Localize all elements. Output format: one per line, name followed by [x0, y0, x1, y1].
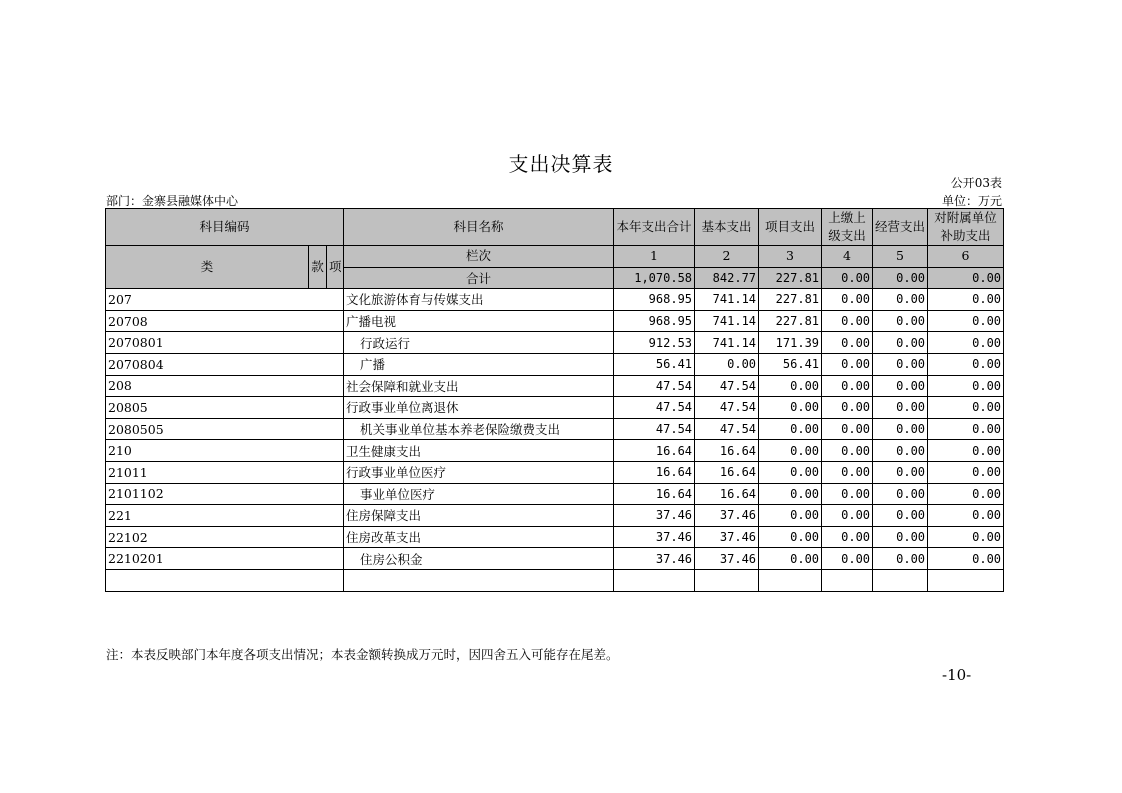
row-code: 2070804: [106, 353, 344, 375]
row-value: 0.00: [873, 310, 928, 332]
table-row: [106, 418, 1004, 440]
row-value: 0.00: [822, 505, 873, 527]
header-business: 经营支出: [873, 209, 928, 246]
row-value: 0.00: [822, 461, 873, 483]
row-value: 0.00: [822, 332, 873, 354]
row-value: 0.00: [928, 375, 1004, 397]
header-name: 科目名称: [344, 209, 614, 246]
col-num-3: 3: [759, 246, 822, 268]
row-code: 20708: [106, 310, 344, 332]
row-value: 0.00: [759, 548, 822, 570]
header-upper: 上缴上级支出: [822, 209, 873, 246]
row-value: 0.00: [928, 418, 1004, 440]
row-value: 0.00: [928, 310, 1004, 332]
row-value: 37.46: [614, 526, 695, 548]
row-value: 0.00: [759, 526, 822, 548]
row-value: 0.00: [759, 375, 822, 397]
table-body: [106, 289, 1004, 570]
table-id: 公开03表: [950, 176, 1002, 190]
row-code: 2080505: [106, 418, 344, 440]
row-value: 37.46: [695, 505, 759, 527]
row-value: 47.54: [614, 418, 695, 440]
row-value: 741.14: [695, 310, 759, 332]
row-value: 0.00: [759, 418, 822, 440]
header-column-label: 栏次: [344, 246, 614, 268]
row-value: 0.00: [873, 353, 928, 375]
row-code: 210: [106, 440, 344, 462]
row-value: 16.64: [614, 461, 695, 483]
row-value: 47.54: [695, 418, 759, 440]
page-number: -10-: [942, 666, 972, 684]
row-value: 0.00: [822, 310, 873, 332]
table-row: [106, 526, 1004, 548]
row-value: 0.00: [873, 375, 928, 397]
row-value: 56.41: [614, 353, 695, 375]
row-code: 20805: [106, 397, 344, 419]
row-value: 0.00: [759, 505, 822, 527]
row-name: 行政事业单位医疗: [344, 461, 614, 483]
row-value: 968.95: [614, 310, 695, 332]
row-name: 机关事业单位基本养老保险缴费支出: [344, 418, 614, 440]
row-value: 0.00: [928, 505, 1004, 527]
table-row: [106, 548, 1004, 570]
row-name: 广播电视: [344, 310, 614, 332]
row-value: 0.00: [928, 332, 1004, 354]
row-value: 37.46: [695, 548, 759, 570]
row-value: 0.00: [873, 548, 928, 570]
row-value: 47.54: [695, 375, 759, 397]
row-value: 47.54: [614, 375, 695, 397]
row-value: 0.00: [928, 461, 1004, 483]
row-value: 0.00: [873, 289, 928, 311]
row-name: 事业单位医疗: [344, 483, 614, 505]
department-label: 部门：金寨县融媒体中心: [106, 194, 239, 208]
row-value: 16.64: [695, 483, 759, 505]
expenditure-table: [105, 208, 1004, 592]
row-value: 0.00: [822, 353, 873, 375]
row-value: 16.64: [614, 483, 695, 505]
col-num-6: 6: [928, 246, 1004, 268]
row-code: 2101102: [106, 483, 344, 505]
empty-row: [106, 569, 1004, 591]
row-value: 0.00: [759, 440, 822, 462]
row-value: 0.00: [873, 461, 928, 483]
row-value: 0.00: [822, 483, 873, 505]
table-row: [106, 397, 1004, 419]
table-row: [106, 375, 1004, 397]
row-value: 16.64: [695, 461, 759, 483]
row-value: 227.81: [759, 310, 822, 332]
col-num-2: 2: [695, 246, 759, 268]
row-value: 0.00: [873, 418, 928, 440]
row-value: 0.00: [759, 397, 822, 419]
row-value: 37.46: [614, 505, 695, 527]
row-value: 0.00: [928, 483, 1004, 505]
row-name: 住房公积金: [344, 548, 614, 570]
row-name: 行政运行: [344, 332, 614, 354]
header-basic: 基本支出: [695, 209, 759, 246]
row-value: 47.54: [614, 397, 695, 419]
footnote: 注：本表反映部门本年度各项支出情况；本表金额转换成万元时，因四舍五入可能存在尾差。: [106, 647, 619, 662]
row-value: 16.64: [614, 440, 695, 462]
totals-label: 合计: [344, 267, 614, 289]
row-code: 22102: [106, 526, 344, 548]
table-row: [106, 440, 1004, 462]
header-subsidy: 对附属单位补助支出: [928, 209, 1004, 246]
header-kuan: 款: [309, 246, 327, 289]
row-code: 21011: [106, 461, 344, 483]
row-code: 207: [106, 289, 344, 311]
total-value: 227.81: [759, 267, 822, 289]
row-value: 0.00: [928, 440, 1004, 462]
table-row: [106, 353, 1004, 375]
row-value: 0.00: [695, 353, 759, 375]
row-value: 0.00: [928, 526, 1004, 548]
row-value: 227.81: [759, 289, 822, 311]
row-code: 221: [106, 505, 344, 527]
table-row: [106, 505, 1004, 527]
unit-label: 单位：万元: [941, 194, 1002, 208]
total-value: 0.00: [822, 267, 873, 289]
header-xiang: 项: [327, 246, 344, 289]
row-value: 0.00: [928, 353, 1004, 375]
row-value: 37.46: [695, 526, 759, 548]
row-value: 0.00: [873, 440, 928, 462]
row-value: 968.95: [614, 289, 695, 311]
row-value: 741.14: [695, 289, 759, 311]
table-row: [106, 289, 1004, 311]
row-value: 0.00: [873, 526, 928, 548]
row-name: 住房保障支出: [344, 505, 614, 527]
header-lei: 类: [106, 246, 309, 289]
row-value: 0.00: [873, 483, 928, 505]
row-name: 社会保障和就业支出: [344, 375, 614, 397]
row-name: 行政事业单位离退休: [344, 397, 614, 419]
table-row: [106, 483, 1004, 505]
row-value: 0.00: [873, 397, 928, 419]
col-num-4: 4: [822, 246, 873, 268]
row-value: 741.14: [695, 332, 759, 354]
table-row: [106, 310, 1004, 332]
row-value: 0.00: [822, 440, 873, 462]
col-num-5: 5: [873, 246, 928, 268]
row-code: 2070801: [106, 332, 344, 354]
row-value: 0.00: [928, 397, 1004, 419]
row-value: 0.00: [759, 483, 822, 505]
row-value: 912.53: [614, 332, 695, 354]
row-name: 卫生健康支出: [344, 440, 614, 462]
row-value: 0.00: [822, 375, 873, 397]
row-value: 0.00: [873, 505, 928, 527]
row-value: 0.00: [822, 548, 873, 570]
row-code: 2210201: [106, 548, 344, 570]
row-name: 文化旅游体育与传媒支出: [344, 289, 614, 311]
row-name: 广播: [344, 353, 614, 375]
row-value: 0.00: [928, 548, 1004, 570]
row-value: 0.00: [873, 332, 928, 354]
header-code: 科目编码: [106, 209, 344, 246]
row-value: 0.00: [928, 289, 1004, 311]
table-row: [106, 461, 1004, 483]
row-name: 住房改革支出: [344, 526, 614, 548]
total-value: 842.77: [695, 267, 759, 289]
total-value: 0.00: [873, 267, 928, 289]
total-value: 1,070.58: [614, 267, 695, 289]
total-value: 0.00: [928, 267, 1004, 289]
header-total: 本年支出合计: [614, 209, 695, 246]
row-value: 171.39: [759, 332, 822, 354]
row-value: 0.00: [822, 418, 873, 440]
col-num-1: 1: [614, 246, 695, 268]
row-value: 0.00: [822, 289, 873, 311]
row-value: 47.54: [695, 397, 759, 419]
row-value: 0.00: [822, 397, 873, 419]
row-value: 56.41: [759, 353, 822, 375]
row-value: 16.64: [695, 440, 759, 462]
table-row: [106, 332, 1004, 354]
row-code: 208: [106, 375, 344, 397]
row-value: 0.00: [759, 461, 822, 483]
page-title: 支出决算表: [508, 152, 614, 176]
row-value: 0.00: [822, 526, 873, 548]
header-project: 项目支出: [759, 209, 822, 246]
row-value: 37.46: [614, 548, 695, 570]
